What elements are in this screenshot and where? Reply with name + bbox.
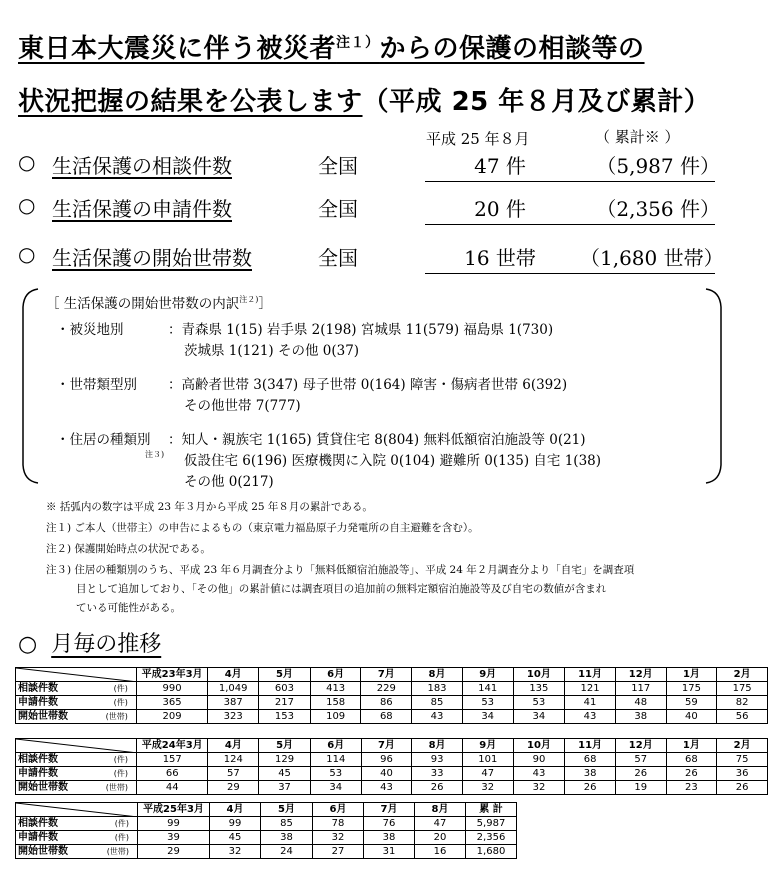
note-line: 目として追加しており、「その他」の累計値には調査項目の追加前の無料定額宿泊施設等及び自宅の数値が含まれ [76, 583, 607, 595]
table-header-cell: 1月 [666, 668, 717, 682]
table-cell: 34 [462, 710, 513, 724]
table-cell: 23 [666, 781, 717, 795]
table-cell: 26 [717, 781, 768, 795]
summary-bullet: ○ [18, 150, 36, 174]
table-cell: 90 [513, 753, 565, 767]
table-cell: 47 [415, 817, 466, 831]
table-header-cell: 8月 [412, 739, 463, 753]
table-cell: 53 [310, 767, 361, 781]
note-line: 注３) 住居の種類別のうち、平成 23 年６月調査分より「無料低額宿泊施設等」、平成 24 年２月調査分より「自宅」を調査項 [46, 564, 635, 576]
row-label-text: 申請件数 [18, 767, 58, 779]
table-cell: 32 [513, 781, 565, 795]
table-cell: 66 [136, 767, 208, 781]
table-cell: 183 [412, 682, 463, 696]
right-bracket [704, 287, 724, 485]
table-cell: 365 [136, 696, 207, 710]
table-cell: 44 [136, 781, 208, 795]
table-cell: 141 [462, 682, 513, 696]
table-header-row [16, 668, 768, 682]
row-label-unit: (世帯) [106, 846, 129, 856]
table-header-cell: 10月 [513, 739, 565, 753]
table-cell: 59 [666, 696, 717, 710]
breakdown-line: その他 0(217) [184, 474, 274, 490]
table-header-cell: 7月 [364, 803, 415, 817]
table-row-label [16, 817, 138, 831]
table-cell: 31 [364, 845, 415, 859]
table-header-cell: 6月 [313, 803, 364, 817]
breakdown-heading: ［ 生活保護の開始世帯数の内訳$^{注2)}$］ [46, 295, 272, 312]
table-header-cell: 9月 [462, 668, 513, 682]
breakdown-line: 茨城県 1(121) その他 0(37) [184, 343, 360, 359]
table-cell: 48 [615, 696, 666, 710]
table-row-label [16, 781, 137, 795]
row-label-text: 開始世帯数 [18, 845, 68, 857]
row-label-unit: (件) [114, 818, 129, 828]
table-cell: 99 [210, 817, 261, 831]
table-row-label [16, 845, 138, 859]
table-row-label [16, 710, 137, 724]
table-header-cell: 平成24年3月 [136, 739, 208, 753]
table-cell: 38 [364, 831, 415, 845]
table-cell: 99 [138, 817, 210, 831]
table-cell: 135 [513, 682, 565, 696]
row-label-unit: (件) [114, 832, 129, 842]
breakdown-line: ：青森県 1(15) 岩手県 2(198) 宮城県 11(579) 福島県 1(730) [168, 322, 554, 338]
summary-bullet: ○ [18, 193, 36, 217]
table-cell: 32 [210, 845, 261, 859]
page-title-line1: 東日本大震災に伴う被災者$^{注1)}$からの保護の相談等の [18, 34, 645, 64]
table-cell: 36 [717, 767, 768, 781]
summary-underline [425, 273, 715, 274]
table-cell: 26 [565, 781, 616, 795]
table-cell: 990 [136, 682, 207, 696]
summary-total-value: （2,356 件） [596, 197, 720, 221]
table-cell: 153 [259, 710, 311, 724]
table-header-cell: 9月 [462, 739, 513, 753]
table-cell: 34 [513, 710, 565, 724]
table-header-cell: 5月 [261, 803, 313, 817]
table-cell: 158 [310, 696, 361, 710]
table-cell: 47 [462, 767, 513, 781]
table-cell: 68 [361, 710, 412, 724]
table-row-label [16, 696, 137, 710]
table-cell: 38 [565, 767, 616, 781]
table-header-cell: 11月 [565, 668, 616, 682]
table-row [16, 710, 768, 724]
table-corner-cell [16, 803, 138, 817]
table-cell: 157 [136, 753, 208, 767]
table-row [16, 682, 768, 696]
col-header-total: （ 累計※ ） [595, 128, 680, 146]
table-cell: 2,356 [466, 831, 517, 845]
summary-label: 生活保護の相談件数 [52, 154, 232, 178]
table-cell: 26 [412, 781, 463, 795]
table-row [16, 767, 768, 781]
table-header-cell: 4月 [210, 803, 261, 817]
table-cell: 117 [615, 682, 666, 696]
table-cell: 24 [261, 845, 313, 859]
table-header-cell: 8月 [415, 803, 466, 817]
summary-total-value: （1,680 世帯） [580, 246, 724, 270]
table-header-cell: 平成25年3月 [138, 803, 210, 817]
table-row [16, 696, 768, 710]
summary-area: 全国 [318, 246, 358, 270]
table-cell: 37 [259, 781, 311, 795]
monthly-table [15, 667, 768, 724]
table-header-cell: 2月 [717, 668, 768, 682]
table-cell: 38 [615, 710, 666, 724]
table-cell: 57 [208, 767, 259, 781]
table-row [16, 845, 517, 859]
summary-label: 生活保護の申請件数 [52, 197, 232, 221]
table-cell: 96 [361, 753, 412, 767]
table-cell: 5,987 [466, 817, 517, 831]
left-bracket [20, 287, 40, 485]
table-header-cell: 7月 [361, 739, 412, 753]
note-line: 注１) ご本人（世帯主）の申告によるもの（東京電力福島原子力発電所の自主避難を含む）。 [46, 522, 479, 534]
table-cell: 93 [412, 753, 463, 767]
table-cell: 53 [462, 696, 513, 710]
table-cell: 41 [565, 696, 616, 710]
table-cell: 56 [717, 710, 768, 724]
table-cell: 68 [565, 753, 616, 767]
table-cell: 387 [208, 696, 259, 710]
table-cell: 76 [364, 817, 415, 831]
table-cell: 229 [361, 682, 412, 696]
table-cell: 26 [615, 767, 666, 781]
table-cell: 29 [208, 781, 259, 795]
table-cell: 603 [259, 682, 311, 696]
table-cell: 39 [138, 831, 210, 845]
table-cell: 209 [136, 710, 207, 724]
table-cell: 40 [666, 710, 717, 724]
table-cell: 85 [412, 696, 463, 710]
table-row-label [16, 753, 137, 767]
table-header-cell: 11月 [565, 739, 616, 753]
table-header-cell: 7月 [361, 668, 412, 682]
row-label-text: 相談件数 [18, 817, 58, 829]
table-cell: 43 [412, 710, 463, 724]
table-header-cell: 4月 [208, 668, 259, 682]
table-cell: 175 [717, 682, 768, 696]
table-cell: 323 [208, 710, 259, 724]
table-cell: 217 [259, 696, 311, 710]
table-row [16, 781, 768, 795]
table-header-cell: 1月 [666, 739, 717, 753]
table-header-cell: 4月 [208, 739, 259, 753]
breakdown-line: ：知人・親族宅 1(165) 賃貸住宅 8(804) 無料低額宿泊施設等 0(21) [168, 432, 586, 448]
summary-total-value: （5,987 件） [596, 154, 720, 178]
table-cell: 33 [412, 767, 463, 781]
table-row [16, 817, 517, 831]
summary-underline [425, 224, 715, 225]
table-cell: 27 [313, 845, 364, 859]
summary-month-value: 47 件 [474, 154, 526, 178]
col-header-month: 平成 25 年８月 [426, 130, 530, 148]
table-header-cell: 6月 [310, 739, 361, 753]
table-corner-cell [16, 668, 137, 682]
table-cell: 43 [565, 710, 616, 724]
table-cell: 86 [361, 696, 412, 710]
table-cell: 114 [310, 753, 361, 767]
row-label-unit: (件) [113, 683, 128, 693]
table-cell: 32 [313, 831, 364, 845]
table-cell: 175 [666, 682, 717, 696]
table-row [16, 753, 768, 767]
row-label-unit: (世帯) [105, 782, 128, 792]
table-cell: 1,049 [208, 682, 259, 696]
row-label-text: 開始世帯数 [18, 710, 68, 722]
breakdown-label-note: 注３) [145, 450, 165, 459]
row-label-unit: (世帯) [105, 711, 128, 721]
table-cell: 57 [615, 753, 666, 767]
summary-label: 生活保護の開始世帯数 [52, 246, 252, 270]
breakdown-label: ・被災地別 [56, 322, 124, 338]
row-label-text: 申請件数 [18, 696, 58, 708]
table-row-label [16, 767, 137, 781]
summary-month-value: 16 世帯 [464, 246, 536, 270]
table-header-cell: 8月 [412, 668, 463, 682]
table-cell: 129 [259, 753, 311, 767]
table-cell: 78 [313, 817, 364, 831]
table-header-cell: 5月 [259, 739, 311, 753]
table-row-label [16, 682, 137, 696]
summary-area: 全国 [318, 154, 358, 178]
monthly-heading: ○ 月毎の推移 [18, 632, 162, 657]
summary-area: 全国 [318, 197, 358, 221]
table-cell: 109 [310, 710, 361, 724]
table-header-cell: 12月 [615, 668, 666, 682]
row-label-unit: (件) [113, 754, 128, 764]
table-header-cell: 5月 [259, 668, 311, 682]
table-corner-cell [16, 739, 137, 753]
table-cell: 82 [717, 696, 768, 710]
table-cell: 20 [415, 831, 466, 845]
table-row-label [16, 831, 138, 845]
table-cell: 38 [261, 831, 313, 845]
table-header-cell: 2月 [717, 739, 768, 753]
table-header-row [16, 803, 517, 817]
summary-underline [425, 181, 715, 182]
summary-month-value: 20 件 [474, 197, 526, 221]
monthly-table [15, 738, 768, 795]
note-line: ている可能性がある。 [76, 602, 181, 614]
table-cell: 34 [310, 781, 361, 795]
row-label-unit: (件) [113, 697, 128, 707]
table-cell: 16 [415, 845, 466, 859]
note-line: ※ 括弧内の数字は平成 23 年３月から平成 25 年８月の累計である。 [46, 501, 373, 513]
row-label-text: 相談件数 [18, 682, 58, 694]
breakdown-label: ・住居の種類別 [56, 432, 151, 448]
note-line: 注２) 保護開始時点の状況である。 [46, 543, 211, 555]
table-cell: 40 [361, 767, 412, 781]
table-row [16, 831, 517, 845]
table-cell: 413 [310, 682, 361, 696]
table-header-row [16, 739, 768, 753]
table-cell: 124 [208, 753, 259, 767]
table-cell: 1,680 [466, 845, 517, 859]
breakdown-line: その他世帯 7(777) [184, 398, 301, 414]
table-cell: 45 [259, 767, 311, 781]
monthly-table [15, 802, 517, 859]
table-cell: 75 [717, 753, 768, 767]
table-cell: 68 [666, 753, 717, 767]
table-cell: 43 [361, 781, 412, 795]
summary-bullet: ○ [18, 242, 36, 266]
table-cell: 43 [513, 767, 565, 781]
breakdown-line: 仮設住宅 6(196) 医療機関に入院 0(104) 避難所 0(135) 自宅 1(38) [184, 453, 602, 469]
table-cell: 121 [565, 682, 616, 696]
breakdown-line: ：高齢者世帯 3(347) 母子世帯 0(164) 障害・傷病者世帯 6(392) [168, 377, 568, 393]
table-header-cell: 6月 [310, 668, 361, 682]
table-cell: 29 [138, 845, 210, 859]
table-cell: 19 [615, 781, 666, 795]
row-label-text: 開始世帯数 [18, 781, 68, 793]
page-title-line2: 状況把握の結果を公表します（平成 25 年８月及び累計） [18, 87, 711, 117]
row-label-text: 相談件数 [18, 753, 58, 765]
row-label-unit: (件) [113, 768, 128, 778]
table-cell: 32 [462, 781, 513, 795]
breakdown-label: ・世帯類型別 [56, 377, 137, 393]
row-label-text: 申請件数 [18, 831, 58, 843]
table-header-cell: 10月 [513, 668, 565, 682]
table-cell: 26 [666, 767, 717, 781]
table-cell: 45 [210, 831, 261, 845]
table-header-cell: 12月 [615, 739, 666, 753]
table-cell: 53 [513, 696, 565, 710]
table-header-cell: 平成23年3月 [136, 668, 207, 682]
table-cell: 85 [261, 817, 313, 831]
table-cell: 101 [462, 753, 513, 767]
table-header-cell: 累 計 [466, 803, 517, 817]
